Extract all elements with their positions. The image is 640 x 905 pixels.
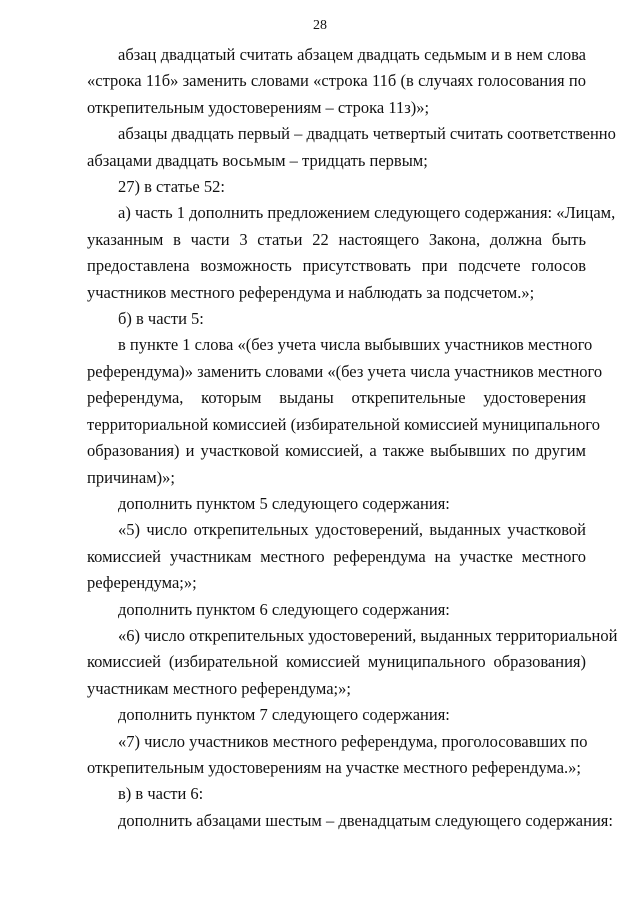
text-line: «строка 11б» заменить словами «строка 11б (в случаях голосования по xyxy=(87,71,586,91)
text-line: б) в части 5: xyxy=(118,309,204,329)
text-line: в) в части 6: xyxy=(118,784,204,804)
text-line: образования) и участковой комиссией, а также выбывших по другим xyxy=(87,441,586,461)
text-line: причинам)»; xyxy=(87,467,175,487)
text-line: «6) число открепительных удостоверений, выданных территориальной xyxy=(118,625,618,645)
paragraph xyxy=(87,174,586,200)
text-line: «7) число участников местного референдума, проголосовавших по xyxy=(118,731,588,751)
text-line: абзац двадцатый считать абзацем двадцать седьмым и в нем слова xyxy=(118,45,586,64)
text-line: в пункте 1 слова «(без учета числа выбывших участников местного xyxy=(118,335,593,355)
text-line: открепительным удостоверениям – строка 11з)»; xyxy=(87,97,430,117)
text-line: дополнить абзацами шестым – двенадцатым следующего содержания: xyxy=(118,810,613,830)
paragraph xyxy=(87,729,586,782)
paragraph xyxy=(87,597,586,623)
text-line: референдума;»; xyxy=(87,573,197,593)
paragraph xyxy=(87,332,603,490)
paragraph xyxy=(87,808,613,834)
paragraph xyxy=(87,702,586,728)
paragraph xyxy=(87,121,616,174)
paragraph xyxy=(87,42,586,121)
text-line: референдума)» заменить словами «(без учета числа участников местного xyxy=(87,361,603,381)
text-line: 27) в статье 52: xyxy=(118,177,225,197)
text-line: «5) число открепительных удостоверений, выданных участковой xyxy=(118,520,586,540)
paragraph xyxy=(87,200,616,306)
text-line: референдума, которым выданы открепительные удостоверения xyxy=(87,388,586,408)
paragraph xyxy=(87,517,586,596)
page-number: 28 xyxy=(313,18,327,33)
text-line: дополнить пунктом 7 следующего содержания: xyxy=(118,705,450,725)
text-line: дополнить пунктом 6 следующего содержания: xyxy=(118,599,450,619)
paragraph xyxy=(87,306,586,332)
paragraph xyxy=(87,781,586,807)
text-line: комиссией (избирательной комиссией муниципального образования) xyxy=(87,652,586,672)
text-line: комиссией участникам местного референдума на участке местного xyxy=(87,546,586,566)
paragraph xyxy=(87,623,618,702)
text-line: а) часть 1 дополнить предложением следующего содержания: «Лицам, xyxy=(118,203,616,223)
text-line: предоставлена возможность присутствовать при подсчете голосов xyxy=(87,256,586,276)
text-line: абзацами двадцать восьмым – тридцать первым; xyxy=(87,150,428,170)
text-line: открепительным удостоверениям на участке местного референдума.»; xyxy=(87,757,582,777)
text-line: территориальной комиссией (избирательной комиссией муниципального xyxy=(87,414,601,434)
text-line: участникам местного референдума;»; xyxy=(87,678,351,698)
text-line: участников местного референдума и наблюдать за подсчетом.»; xyxy=(87,282,535,302)
document-body xyxy=(87,42,618,834)
text-line: дополнить пунктом 5 следующего содержания: xyxy=(118,493,450,513)
text-line: абзацы двадцать первый – двадцать четвертый считать соответственно xyxy=(118,124,616,144)
paragraph xyxy=(87,491,586,517)
text-line: указанным в части 3 статьи 22 настоящего Закона, должна быть xyxy=(87,229,586,249)
